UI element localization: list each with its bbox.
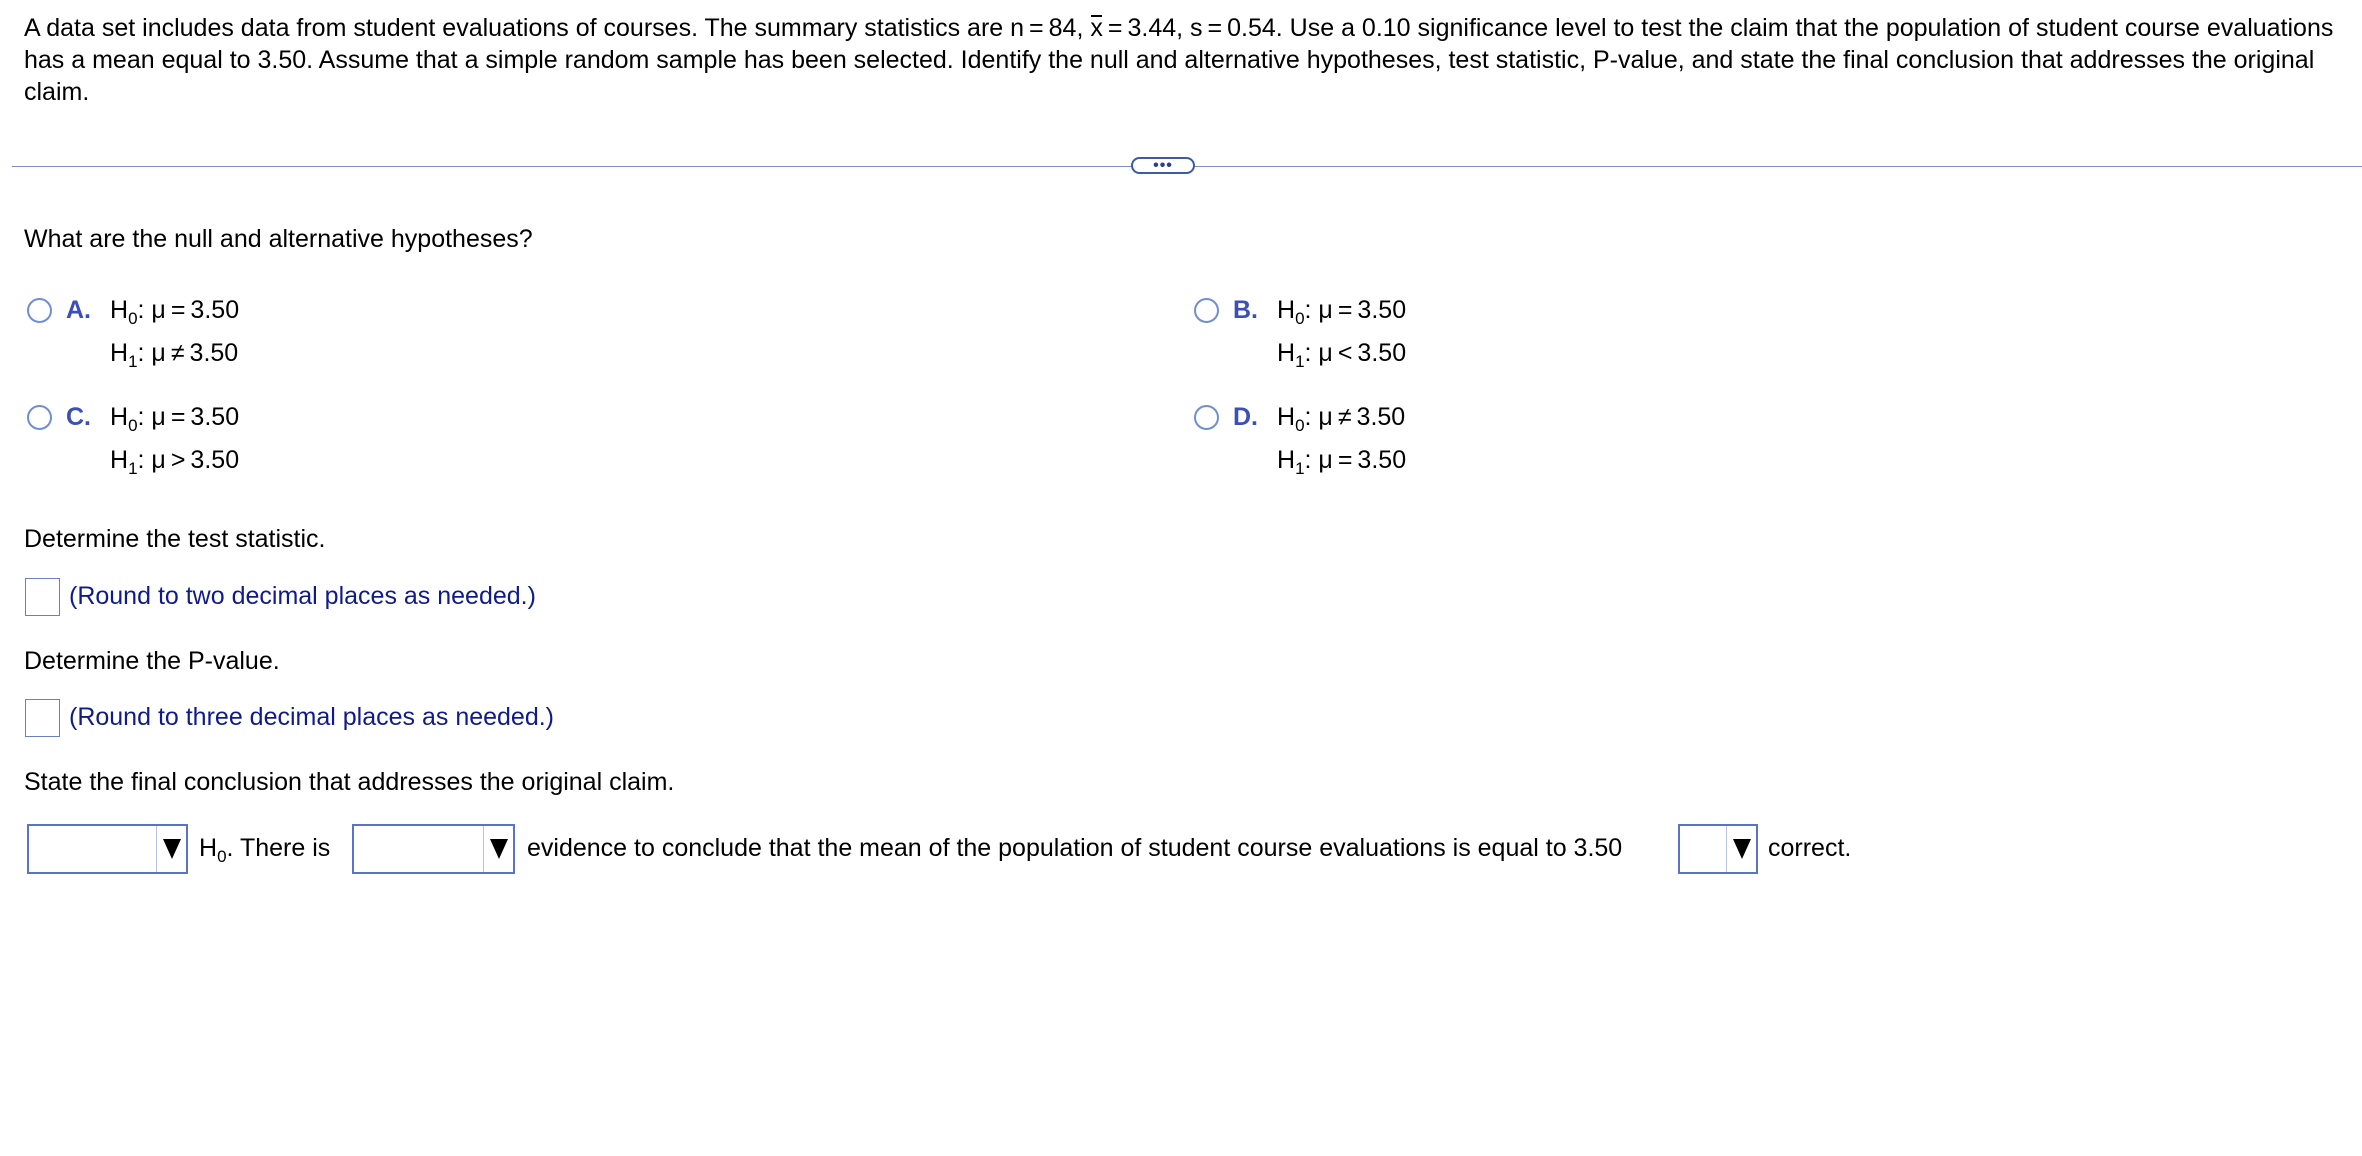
- choice-d[interactable]: [1194, 403, 1406, 482]
- dropdown-arrow-icon: [483, 826, 513, 872]
- dropdown-arrow-icon: [1726, 826, 1756, 872]
- p-value-hint: (Round to three decimal places as needed.): [69, 703, 555, 731]
- choice-b[interactable]: [1194, 296, 1406, 375]
- hypotheses-question: What are the null and alternative hypotheses?: [24, 225, 533, 253]
- conclusion-text-end: correct.: [1768, 834, 1852, 862]
- radio-button-b[interactable]: [1194, 298, 1219, 323]
- problem-statement: A data set includes data from student evaluations of courses. The summary statistics are n = 84, x = 3.44, s = 0.54. Use a 0.10 significance level to test the claim that the population of student course evaluations has a mean equal to 3.50. Assume that a simple random sample has been selected. Identify the null and alternative hypotheses, test statistic, P-value, and state the final conclusion that addresses the original claim.: [24, 14, 2334, 106]
- test-statistic-input[interactable]: [25, 578, 60, 616]
- choice-hypotheses: $H_0$: μ = 3.50 $H_1$: μ < 3.50: [1277, 296, 1407, 371]
- dropdown-arrow-icon: [156, 826, 186, 872]
- choice-hypotheses: $H_0$: μ = 3.50 $H_1$: μ ≠ 3.50: [110, 296, 240, 371]
- choice-letter: A.: [66, 296, 91, 324]
- radio-button-d[interactable]: [1194, 405, 1219, 430]
- choice-c[interactable]: [27, 403, 239, 482]
- choice-letter: C.: [66, 403, 91, 431]
- test-statistic-question: Determine the test statistic.: [24, 525, 326, 553]
- choice-a[interactable]: [27, 296, 239, 375]
- choice-letter: D.: [1233, 403, 1258, 431]
- choice-hypotheses: $H_0$: μ ≠ 3.50 $H_1$: μ = 3.50: [1277, 403, 1407, 478]
- choice-letter: B.: [1233, 296, 1258, 324]
- evidence-dropdown[interactable]: [352, 824, 515, 874]
- radio-button-a[interactable]: [27, 298, 52, 323]
- claim-correctness-dropdown[interactable]: [1678, 824, 1758, 874]
- radio-button-c[interactable]: [27, 405, 52, 430]
- conclusion-text-middle: evidence to conclude that the mean of the population of student course evaluations is equal to 3.50: [527, 834, 1623, 862]
- conclusion-question: State the final conclusion that addresses the original claim.: [24, 768, 675, 796]
- choice-hypotheses: $H_0$: μ = 3.50 $H_1$: μ > 3.50: [110, 403, 240, 478]
- conclusion-text-h0: $H_0$. There is: [199, 834, 331, 866]
- p-value-input[interactable]: [25, 699, 60, 737]
- expand-more-button[interactable]: •••: [1131, 157, 1195, 174]
- p-value-question: Determine the P-value.: [24, 647, 280, 675]
- reject-decision-dropdown[interactable]: [27, 824, 188, 874]
- x-bar-symbol: x: [1090, 14, 1103, 42]
- test-statistic-hint: (Round to two decimal places as needed.): [69, 582, 536, 610]
